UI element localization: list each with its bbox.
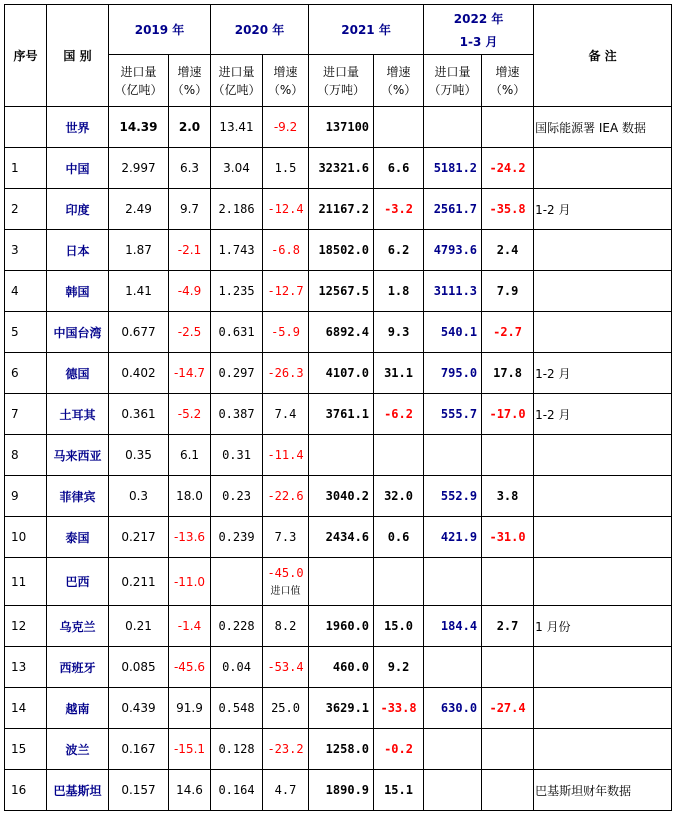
- coal-import-table: [4, 4, 672, 811]
- table-row: 8 马来西亚 0.35 6.1 0.31 -11.4: [5, 435, 672, 476]
- sub-2019-import: 进口量 （亿吨）: [109, 55, 169, 107]
- header-country: 国 别: [47, 5, 109, 107]
- header-2021: 2021 年: [309, 5, 424, 55]
- sub-2020-import: 进口量 （亿吨）: [211, 55, 263, 107]
- sub-2022-import: 进口量 （万吨）: [424, 55, 482, 107]
- header-2020: 2020 年: [211, 5, 309, 55]
- sub-2019-growth: 增速 （%）: [169, 55, 211, 107]
- header-row-top: [5, 5, 672, 55]
- table-row: 7 土耳其 0.361 -5.2 0.387 7.4 3761.1 -6.2 555.7 -17.0 1-2 月: [5, 394, 672, 435]
- table-row: 2 印度 2.49 9.7 2.186 -12.4 21167.2 -3.2 2561.7 -35.8 1-2 月: [5, 189, 672, 230]
- table-row: 11 巴西 0.211 -11.0 -45.0 进口值: [5, 558, 672, 606]
- sub-2020-growth: 增速 （%）: [263, 55, 309, 107]
- table-row: 9 菲律宾 0.3 18.0 0.23 -22.6 3040.2 32.0 552.9 3.8: [5, 476, 672, 517]
- table-row: 3 日本 1.87 -2.1 1.743 -6.8 18502.0 6.2 4793.6 2.4: [5, 230, 672, 271]
- table-row: 6 德国 0.402 -14.7 0.297 -26.3 4107.0 31.1 795.0 17.8 1-2 月: [5, 353, 672, 394]
- table-row: 14 越南 0.439 91.9 0.548 25.0 3629.1 -33.8 630.0 -27.4: [5, 688, 672, 729]
- header-remark: 备 注: [534, 5, 672, 107]
- table-row: 5 中国台湾 0.677 -2.5 0.631 -5.9 6892.4 9.3 540.1 -2.7: [5, 312, 672, 353]
- table-row: 4 韩国 1.41 -4.9 1.235 -12.7 12567.5 1.8 3111.3 7.9: [5, 271, 672, 312]
- header-2019: 2019 年: [109, 5, 211, 55]
- table-row: 世界 14.39 2.0 13.41 -9.2 137100 国际能源署 IEA 数据: [5, 107, 672, 148]
- sub-2021-import: 进口量 （万吨）: [309, 55, 374, 107]
- sub-2021-growth: 增速 （%）: [374, 55, 424, 107]
- table-row: 12 乌克兰 0.21 -1.4 0.228 8.2 1960.0 15.0 184.4 2.7 1 月份: [5, 606, 672, 647]
- header-2022-year: 2022 年: [453, 11, 504, 26]
- header-2022: [424, 5, 534, 55]
- table-row: 1 中国 2.997 6.3 3.04 1.5 32321.6 6.6 5181.2 -24.2: [5, 148, 672, 189]
- table-row: 16 巴基斯坦 0.157 14.6 0.164 4.7 1890.9 15.1 巴基斯坦财年数据: [5, 770, 672, 811]
- sub-2022-growth: 增速 （%）: [482, 55, 534, 107]
- table-row: 15 波兰 0.167 -15.1 0.128 -23.2 1258.0 -0.2: [5, 729, 672, 770]
- coal-import-table-container: [4, 4, 672, 811]
- header-seq: 序号: [5, 5, 47, 107]
- table-row: 13 西班牙 0.085 -45.6 0.04 -53.4 460.0 9.2: [5, 647, 672, 688]
- header-2022-period: 1-3 月: [459, 34, 498, 49]
- table-row: 10 泰国 0.217 -13.6 0.239 7.3 2434.6 0.6 421.9 -31.0: [5, 517, 672, 558]
